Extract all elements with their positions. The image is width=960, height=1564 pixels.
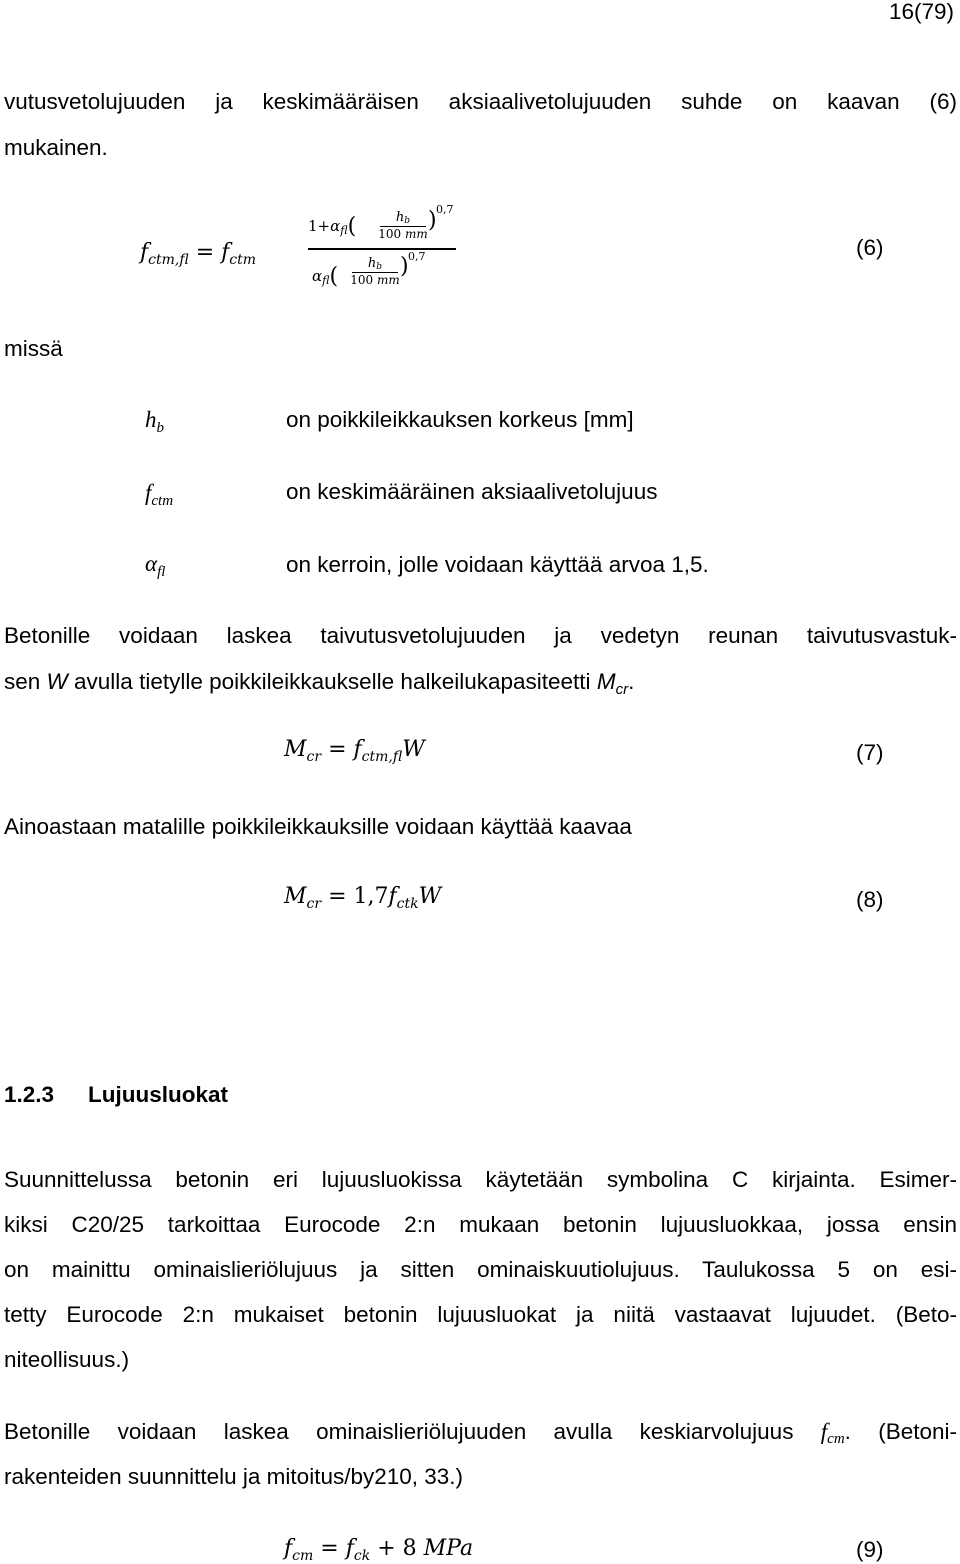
def-symbol-hb: $h_b$ [145, 407, 164, 436]
def-symbol-fctm: $f_{ctm}$ [145, 480, 174, 509]
def-text-alpha-fl: on kerroin, jolle voidaan käyttää arvoa 1,5. [286, 552, 709, 577]
para3-line-5: niteollisuus.) [4, 1347, 130, 1372]
equation-9: $f_{cm} = f_{ck} + 8$ MPa [284, 1536, 474, 1564]
para3-line-3: on mainittu ominaislieriölujuus ja sitten ominaiskuutiolujuus. Taulukossa 5 on esi- [4, 1257, 957, 1282]
equation-7: $M_{cr} = f_{ctm,fl}W$ [284, 737, 425, 765]
def-text-fctm: on keskimääräinen aksiaalivetolujuus [286, 479, 658, 504]
missa-label: missä [4, 336, 63, 361]
eq6-number: (6) [856, 235, 884, 260]
para4-line-2: rakenteiden suunnittelu ja mitoitus/by210, 33.) [4, 1464, 464, 1489]
equation-6 [140, 200, 470, 300]
para3-line-4: tetty Eurocode 2:n mukaiset betonin lujuusluokat ja niitä vastaavat lujuudet. (Beto- [4, 1302, 957, 1327]
section-title: Lujuusluokat [88, 1082, 228, 1107]
equation-8: $M_{cr} = 1,7f_{ctk}W$ [284, 884, 442, 912]
eq7-number: (7) [856, 740, 884, 765]
intro-line-1: vutusvetolujuuden ja keskimääräisen aksiaalivetolujuuden suhde on kaavan (6) [4, 89, 957, 114]
para1-line-1: Betonille voidaan laskea taivutusvetolujuuden ja vedetyn reunan taivutusvastuk- [4, 623, 957, 648]
section-number: 1.2.3 [4, 1082, 55, 1107]
para2: Ainoastaan matalille poikkileikkauksille voidaan käyttää kaavaa [4, 814, 632, 839]
para4-line-1: Betonille voidaan laskea ominaislieriölujuuden avulla keskiarvolujuus fcm. (Betoni- [4, 1419, 957, 1447]
page-number: 16(79) [888, 0, 954, 24]
intro-line-2: mukainen. [4, 135, 108, 160]
def-symbol-alpha-fl: $\alpha_{fl}$ [145, 551, 166, 580]
eq6-lhs: $f_{ctm,fl} = f_{ctm}$ [140, 240, 257, 268]
def-text-hb: on poikkileikkauksen korkeus [mm] [286, 407, 634, 432]
eq8-number: (8) [856, 887, 884, 912]
para3-line-2: kiksi C20/25 tarkoittaa Eurocode 2:n mukaan betonin lujuusluokkaa, jossa ensin [4, 1212, 957, 1237]
para3-line-1: Suunnittelussa betonin eri lujuusluokissa käytetään symbolina C kirjainta. Esimer- [4, 1167, 957, 1192]
para1-line-2: sen W avulla tietylle poikkileikkaukselle halkeilukapasiteetti $M_{cr}$. [4, 669, 635, 698]
eq6-exponent: $1+\alpha_{fl}$( hb 100 mm ) 0,7 $\alpha_{fl}$( hb 100 mm ) 0,7 [308, 200, 458, 292]
eq9-number: (9) [856, 1537, 884, 1562]
